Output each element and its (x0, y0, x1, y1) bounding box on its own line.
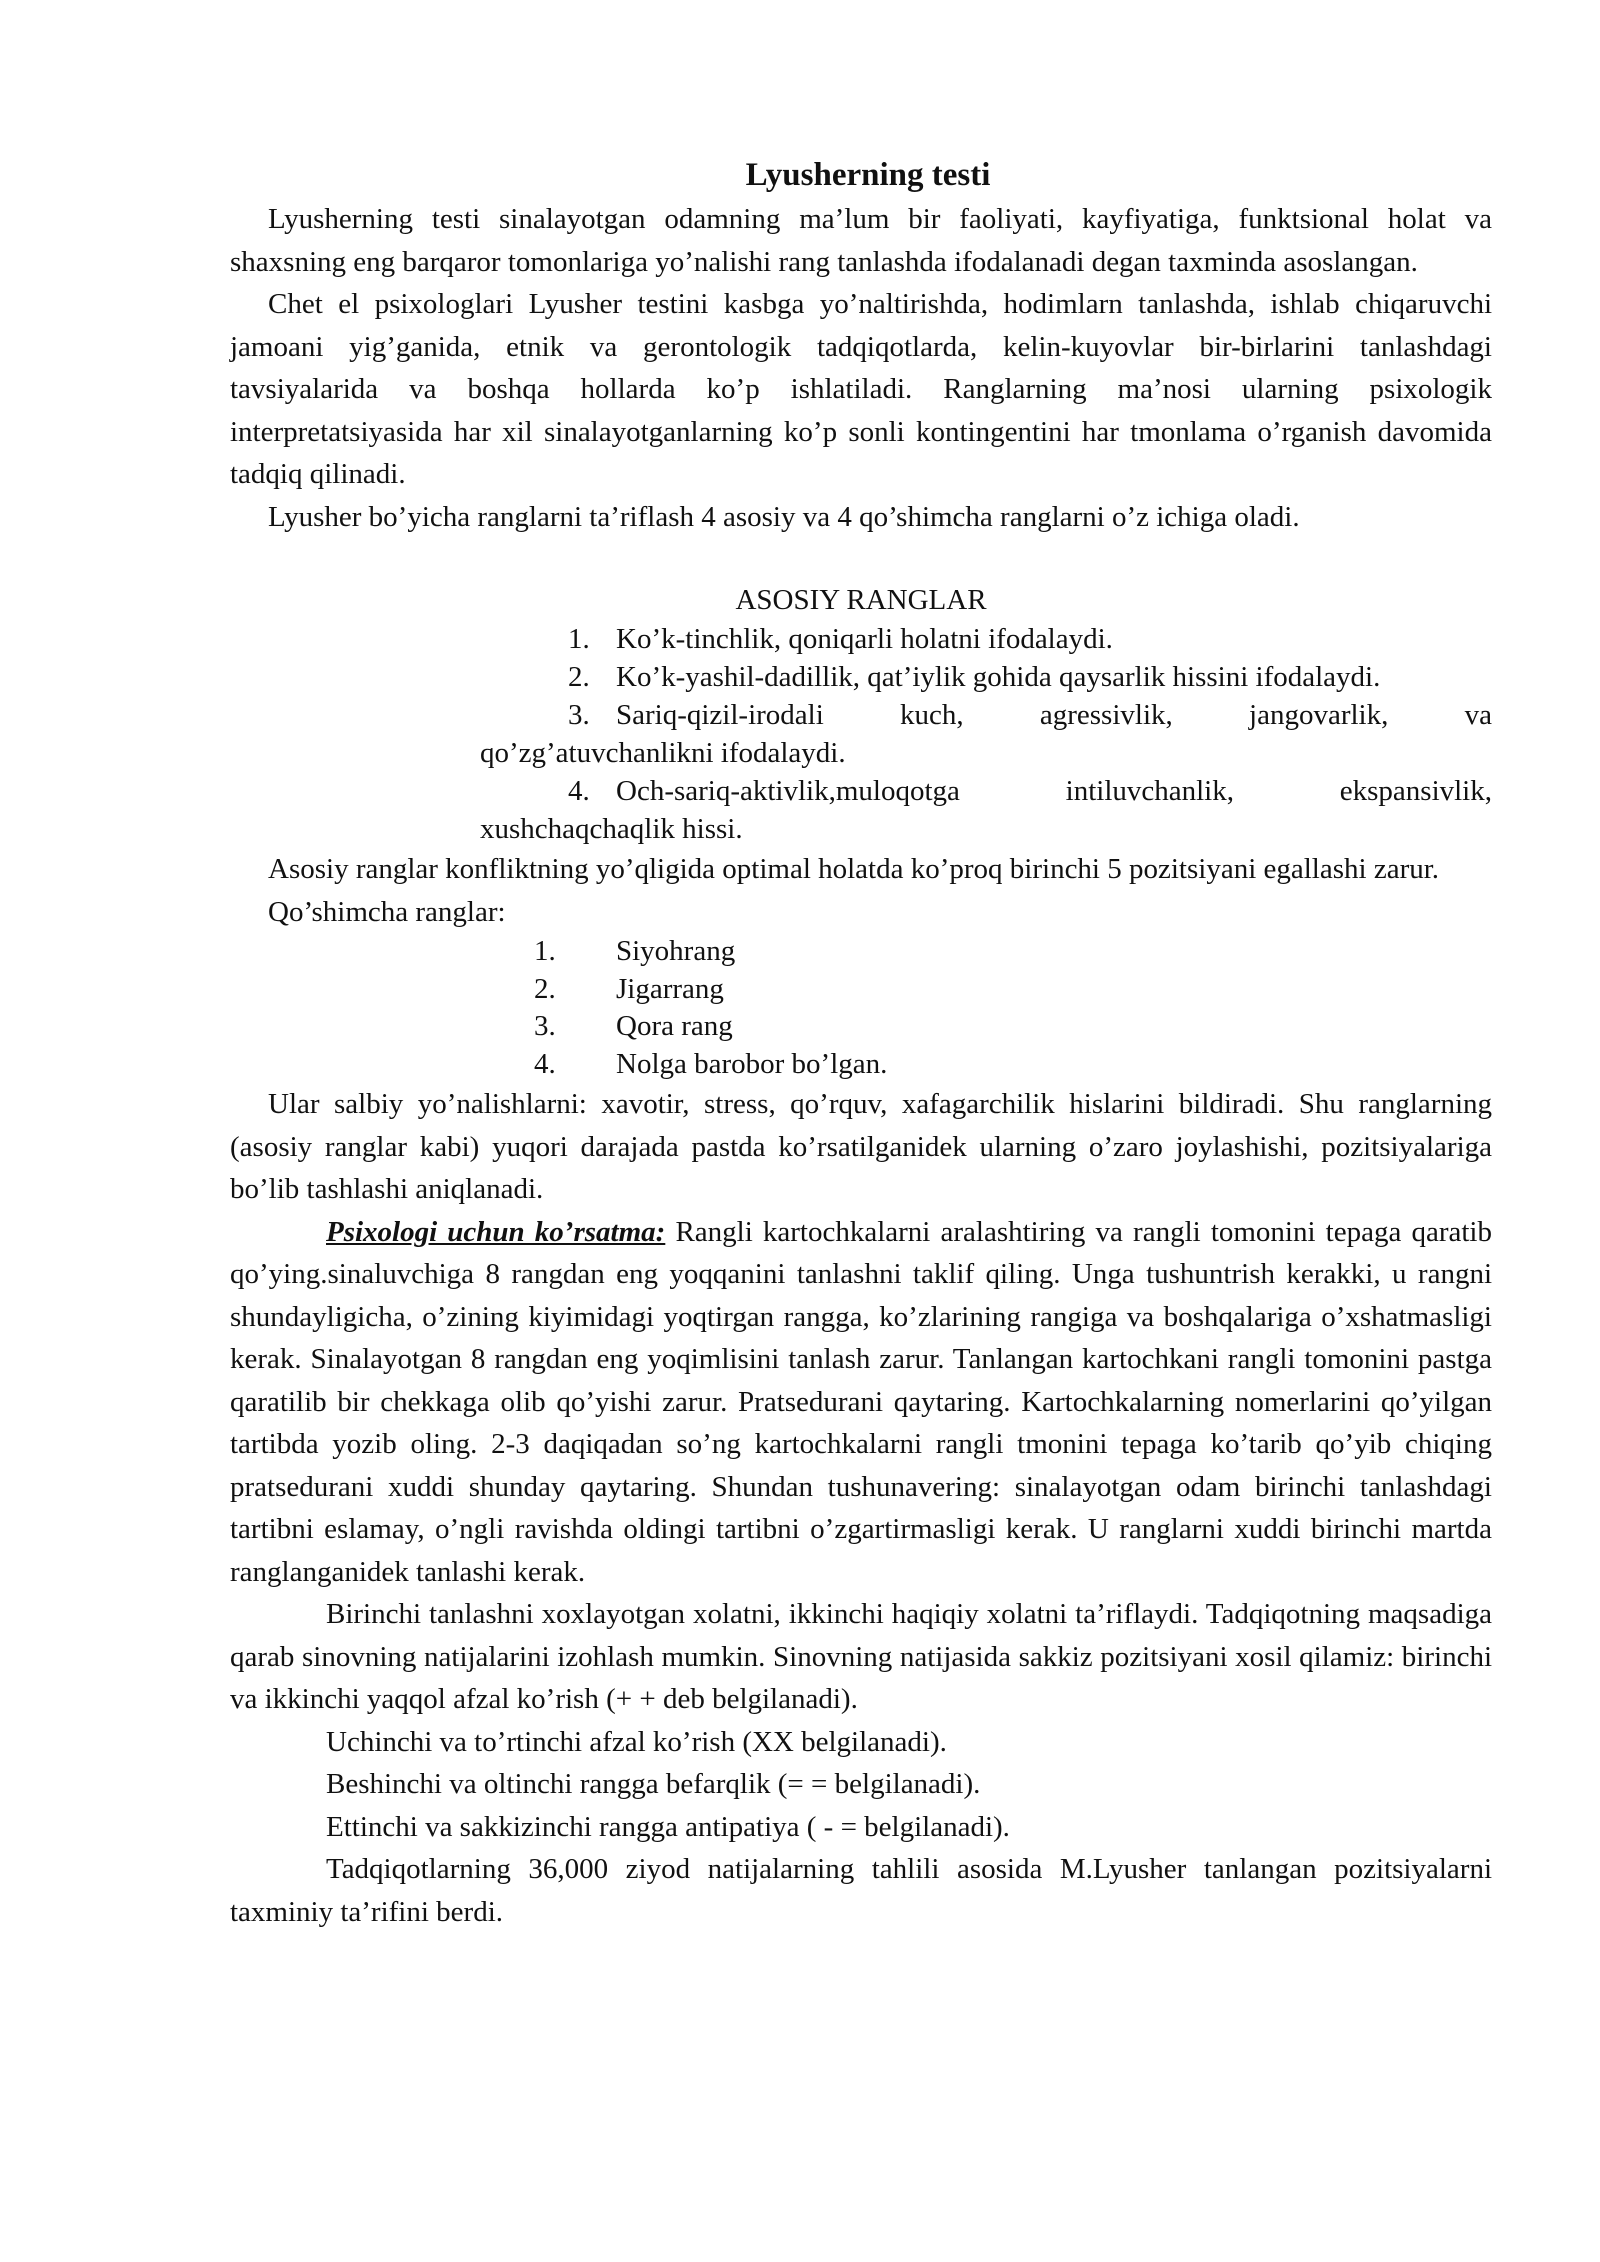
intro-paragraph-3: Lyusher bo’yicha ranglarni ta’riflash 4 asosiy va 4 qo’shimcha ranglarni o’z ichiga oladi. (268, 500, 1300, 533)
main-colors-list (480, 620, 1492, 848)
list-word: va (1464, 699, 1492, 731)
extra-colors-note: Ular salbiy yo’nalishlarni: xavotir, stress, qo’rquv, xafagarchilik hislarini bildiradi. Shu ranglarning (asosiy ranglar kabi) yuqori darajada pastda ko’rsatilganidek ularning o’zaro joylashishi, pozitsiyalariga bo’lib tashlashi aniqlanadi. (230, 1088, 1492, 1205)
list-number: 2. (568, 661, 590, 693)
list-item (480, 620, 1492, 658)
positions-paragraph-5: Tadqiqotlarning 36,000 ziyod natijalarning tahlili asosida M.Lyusher tanlangan pozitsiyalarni taxminiy ta’rifini berdi. (230, 1853, 1492, 1928)
document-body (230, 152, 1492, 1933)
extra-colors-heading: Qo’shimcha ranglar: (268, 895, 506, 928)
list-item (480, 933, 1492, 971)
list-number: 1. (568, 623, 590, 655)
list-word: kuch, (900, 699, 964, 731)
list-number: 4. (534, 1047, 556, 1080)
intro-paragraph-2: Chet el psixologlari Lyusher testini kasbga yo’naltirishda, hodimlarn tanlashda, ishlab chiqaruvchi jamoani yig’ganida, etnik va gerontologik tadqiqotlarda, kelin-kuyovlar bir-birlarini tanlashdagi tavsiyalarida va boshqa hollarda ko’p ishlatiladi. Ranglarning ma’nosi ularning psixologik interpretatsiyasida har xil sinalayotganlarning ko’p sonli kontingentini har tmonlama o’rganish davomida tadqiq qilinadi. (230, 288, 1492, 490)
page-title: Lyusherning testi (745, 157, 991, 193)
list-text: Nolga barobor bo’lgan. (616, 1047, 888, 1080)
list-text: Qora rang (616, 1010, 733, 1042)
list-item (480, 1046, 1492, 1084)
list-item (480, 1008, 1492, 1046)
main-colors-heading: ASOSIY RANGLAR (735, 584, 987, 616)
instruction-text: Rangli kartochkalarni aralashtiring va rangli tomonini tepaga qaratib qo’ying.sinaluvchiga 8 rangdan eng yoqqanini tanlashni taklif qiling. Unga tushuntrish kerakki, u rangni shundayligicha, o’zining kiyimidagi yoqtirgan rangga, ko’zlarining rangiga va boshqalariga o’xshatmasligi kerak. Sinalayotgan 8 rangdan eng yoqimlisini tanlash zarur. Tanlangan kartochkani rangli tomonini pastga qaratilib bir chekkaga olib qo’yishi zarur. Pratsedurani qaytaring. Kartochkalarning nomerlarini qo’yilgan tartibda yozib oling. 2-3 daqiqadan so’ng kartochkalarni rangli tmonini tepaga ko’tarib qo’yib chiqing pratsedurani xuddi shunday qaytaring. Shundan tushunavering: sinalayotgan odam birinchi tanlashdagi tartibni eslamay, o’ngli ravishda oldingi tartibni o’zgartirmasligi kerak. U ranglarni xuddi birinchi martda ranglanganidek tanlashi kerak. (230, 1215, 1492, 1588)
list-number: 2. (534, 972, 556, 1005)
list-number: 3. (568, 699, 590, 731)
list-item (480, 696, 1492, 772)
list-number: 3. (534, 1010, 556, 1042)
positions-paragraph-1: Birinchi tanlashni xoxlayotgan xolatni, ikkinchi haqiqiy xolatni ta’riflaydi. Tadqiqotning maqsadiga qarab sinovning natijalarini izohlash mumkin. Sinovning natijasida sakkiz pozitsiyani xosil qilamiz: birinchi va ikkinchi yaqqol afzal ko’rish (+ + deb belgilanadi). (230, 1598, 1492, 1715)
list-number: 1. (534, 935, 556, 967)
positions-paragraph-4: Ettinchi va sakkizinchi rangga antipatiya ( - = belgilanadi). (326, 1810, 1010, 1843)
list-word: jangovarlik, (1249, 699, 1389, 731)
intro-paragraph-1: Lyusherning testi sinalayotgan odamning ma’lum bir faoliyati, kayfiyatiga, funktsional holat va shaxsning eng barqaror tomonlariga yo’nalishi rang tanlashda ifodalanadi degan taxminda asoslangan. (230, 203, 1492, 278)
list-text-continuation: qo’zg’atuvchanlikni ifodalaydi. (480, 737, 846, 769)
list-word: agressivlik, (1039, 699, 1173, 731)
instruction-paragraph (230, 1211, 1492, 1594)
list-word: intiluvchanlik, (1065, 775, 1234, 807)
main-colors-note: Asosiy ranglar konfliktning yo’qligida optimal holatda ko’proq birinchi 5 pozitsiyani egallashi zarur. (268, 853, 1440, 885)
spacer (230, 538, 1492, 580)
list-text: Siyohrang (616, 935, 736, 967)
positions-paragraph-2: Uchinchi va to’rtinchi afzal ko’rish (XX belgilanadi). (326, 1725, 947, 1758)
list-text: Jigarrang (616, 972, 724, 1005)
list-word: Sariq-qizil-irodali (616, 699, 824, 731)
list-word: Och-sariq-aktivlik,muloqotga (616, 775, 960, 807)
instruction-label: Psixologi uchun ko’rsatma: (326, 1215, 666, 1248)
list-word: ekspansivlik, (1339, 775, 1492, 807)
list-item (480, 971, 1492, 1009)
list-item (480, 658, 1492, 696)
list-text: Ko’k-tinchlik, qoniqarli holatni ifodalaydi. (616, 623, 1113, 655)
list-text: Ko’k-yashil-dadillik, qat’iylik gohida qaysarlik hissini ifodalaydi. (616, 661, 1381, 693)
list-text-continuation: xushchaqchaqlik hissi. (480, 813, 743, 845)
list-item (480, 772, 1492, 848)
positions-paragraph-3: Beshinchi va oltinchi rangga befarqlik (= = belgilanadi). (326, 1768, 981, 1800)
extra-colors-list (480, 933, 1492, 1083)
list-number: 4. (568, 775, 590, 807)
